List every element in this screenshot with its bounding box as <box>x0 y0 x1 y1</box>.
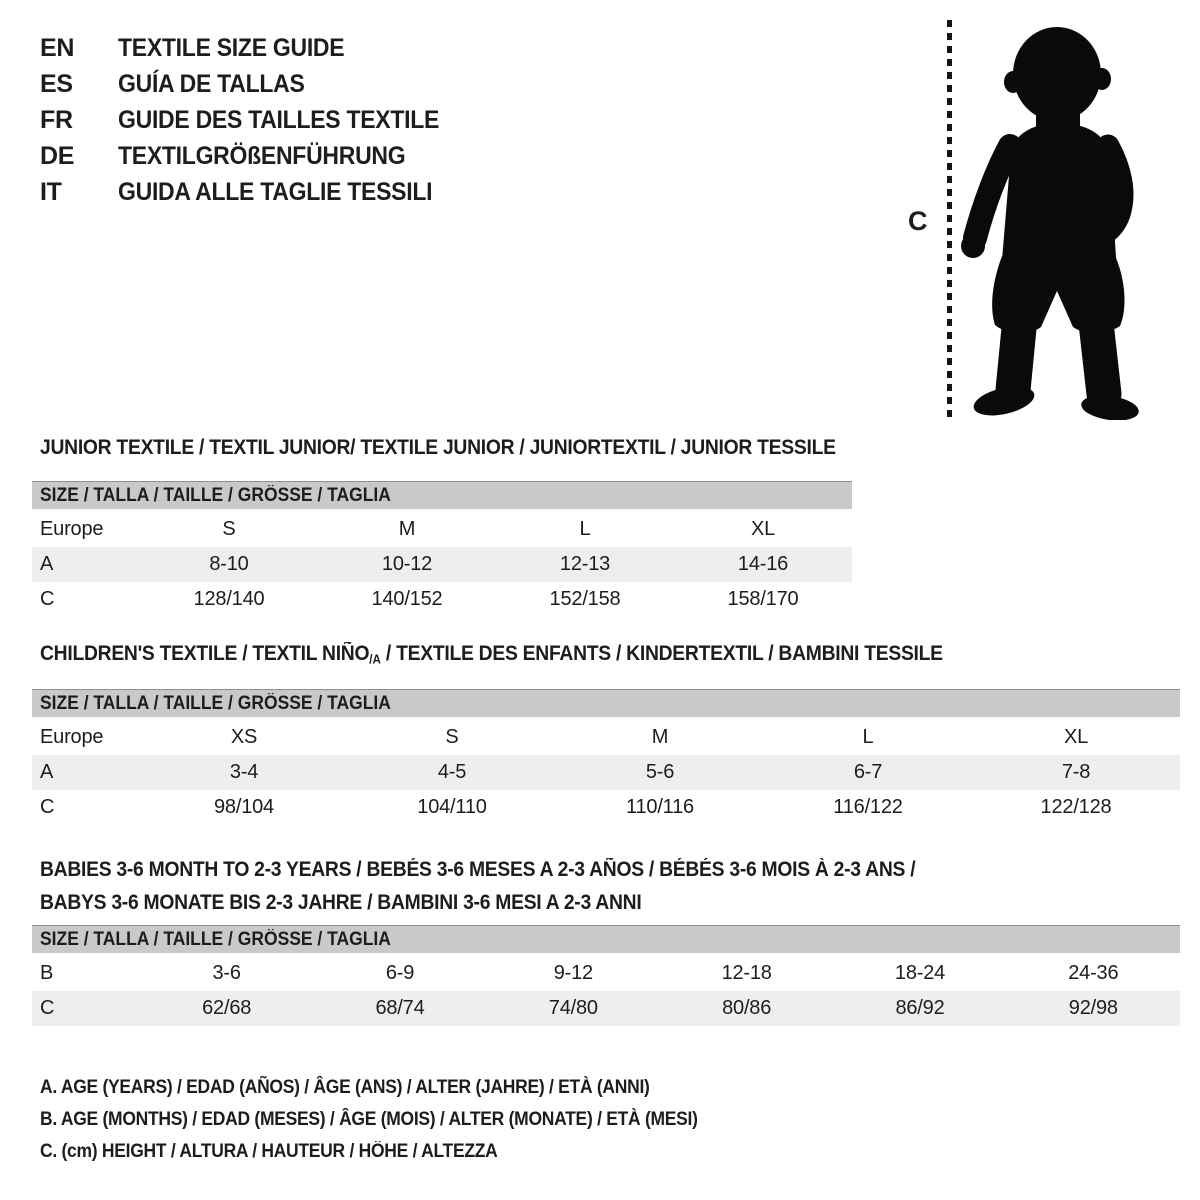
footnote-a: A. AGE (YEARS) / EDAD (AÑOS) / ÂGE (ANS) / ALTER (JAHRE) / ETÀ (ANNI) <box>40 1077 650 1098</box>
value-cell: 62/68 <box>202 997 252 1019</box>
size-cell: XS <box>230 726 258 748</box>
language-row-fr <box>40 102 467 138</box>
size-cell: L <box>579 518 591 540</box>
table-header-size: SIZE / TALLA / TAILLE / GRÖSSE / TAGLIA <box>32 925 1180 953</box>
value-cell: 5-6 <box>645 761 675 783</box>
value-cell: 12-13 <box>559 553 611 575</box>
size-table-children <box>32 689 1180 825</box>
value-cell: 6-9 <box>385 962 415 984</box>
size-table-babies <box>32 925 1180 1026</box>
language-list <box>40 30 467 210</box>
row-label: C <box>40 796 55 818</box>
size-cell: S <box>222 518 236 540</box>
row-label: A <box>40 761 54 783</box>
value-cell: 110/116 <box>626 796 694 818</box>
section-title-children: CHILDREN'S TEXTILE / TEXTIL NIÑO/A / TEXTILE DES ENFANTS / KINDERTEXTIL / BAMBINI TESSILE <box>40 642 943 667</box>
table-row-age <box>32 755 1180 790</box>
table-row-height <box>32 582 852 617</box>
size-cell: S <box>445 726 459 748</box>
lang-label: TEXTILE SIZE GUIDE <box>118 33 345 62</box>
size-cell: M <box>398 518 416 540</box>
value-cell: 3-4 <box>229 761 259 783</box>
value-cell: 3-6 <box>212 962 241 984</box>
value-cell: 92/98 <box>1068 997 1118 1019</box>
value-cell: 104/110 <box>417 796 487 818</box>
height-measure-label: C <box>908 206 928 236</box>
value-cell: 86/92 <box>895 997 945 1019</box>
table-row-height <box>32 790 1180 825</box>
value-cell: 98/104 <box>214 796 274 818</box>
section-title-babies: BABIES 3-6 MONTH TO 2-3 YEARS / BEBÉS 3-6 MESES A 2-3 AÑOS / BÉBÉS 3-6 MOIS À 2-3 ANS / BABYS 3-6 MONATE BIS 2-3 JAHRE / BAMBINI 3-6 MESI A 2-3 ANNI <box>40 858 916 914</box>
value-cell: 74/80 <box>548 997 598 1019</box>
title-subscript: /A <box>369 652 381 667</box>
lang-label: GUIDE DES TAILLES TEXTILE <box>118 105 440 134</box>
lang-code: ES <box>40 69 73 98</box>
footnote-b: B. AGE (MONTHS) / EDAD (MESES) / ÂGE (MOIS) / ALTER (MONATE) / ETÀ (MESI) <box>40 1109 698 1130</box>
value-cell: 122/128 <box>1040 796 1112 818</box>
section-title-junior: JUNIOR TEXTILE / TEXTIL JUNIOR/ TEXTILE JUNIOR / JUNIORTEXTIL / JUNIOR TESSILE <box>40 436 836 459</box>
row-label: Europe <box>40 518 104 540</box>
table-header-size: SIZE / TALLA / TAILLE / GRÖSSE / TAGLIA <box>32 481 852 509</box>
language-row-es <box>40 66 467 102</box>
row-label: Europe <box>40 726 104 748</box>
lang-code: FR <box>40 105 73 134</box>
height-dashed-line <box>947 20 952 418</box>
legend-notes <box>40 1072 755 1168</box>
value-cell: 24-36 <box>1068 962 1119 984</box>
lang-label: GUÍA DE TALLAS <box>118 69 305 98</box>
lang-code: DE <box>40 141 75 170</box>
size-cell: L <box>862 726 874 748</box>
lang-label: GUIDA ALLE TAGLIE TESSILI <box>118 177 433 206</box>
table-row-height <box>32 991 1180 1026</box>
value-cell: 116/122 <box>833 796 903 818</box>
language-row-it <box>40 174 467 210</box>
language-row-de <box>40 138 467 174</box>
value-cell: 80/86 <box>722 997 772 1019</box>
toddler-silhouette-icon <box>958 20 1143 420</box>
size-cell: M <box>651 726 669 748</box>
value-cell: 7-8 <box>1061 761 1091 783</box>
value-cell: 4-5 <box>437 761 467 783</box>
lang-code: IT <box>40 177 62 206</box>
size-cell: XL <box>1063 726 1089 748</box>
value-cell: 14-16 <box>737 553 789 575</box>
row-label: A <box>40 553 54 575</box>
value-cell: 8-10 <box>209 553 249 575</box>
table-row-europe <box>32 512 852 547</box>
value-cell: 128/140 <box>193 588 265 610</box>
size-cell: XL <box>750 518 776 540</box>
lang-label: TEXTILGRÖßENFÜHRUNG <box>118 141 406 170</box>
value-cell: 18-24 <box>894 962 946 984</box>
table-header-size: SIZE / TALLA / TAILLE / GRÖSSE / TAGLIA <box>32 689 1180 717</box>
footnote-c: C. (cm) HEIGHT / ALTURA / HAUTEUR / HÖHE / ALTEZZA <box>40 1141 498 1162</box>
row-label: B <box>40 962 54 984</box>
value-cell: 158/170 <box>727 588 799 610</box>
size-table-junior <box>32 481 852 617</box>
table-row-age-months <box>32 956 1180 991</box>
value-cell: 6-7 <box>853 761 883 783</box>
table-row-europe <box>32 720 1180 755</box>
value-cell: 140/152 <box>371 588 443 610</box>
row-label: C <box>40 997 55 1019</box>
row-label: C <box>40 588 55 610</box>
value-cell: 68/74 <box>375 997 425 1019</box>
language-row-en <box>40 30 467 66</box>
value-cell: 10-12 <box>381 553 433 575</box>
value-cell: 9-12 <box>553 962 593 984</box>
lang-code: EN <box>40 33 75 62</box>
table-row-age <box>32 547 852 582</box>
value-cell: 12-18 <box>721 962 772 984</box>
value-cell: 152/158 <box>549 588 621 610</box>
